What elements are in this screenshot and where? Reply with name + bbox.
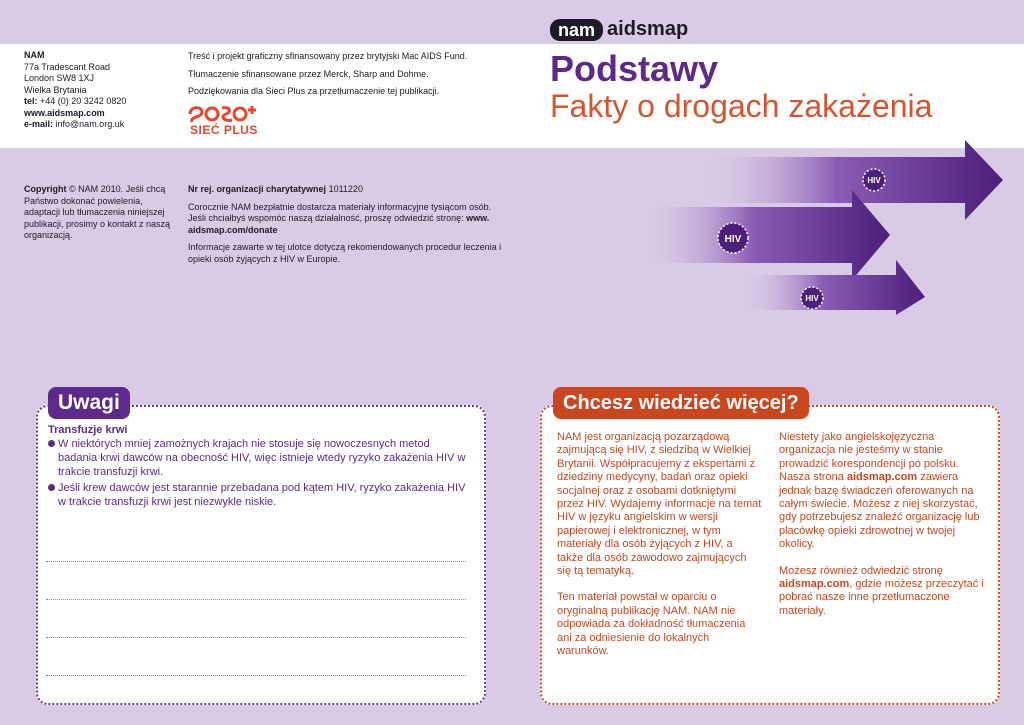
notes-item bbox=[48, 481, 468, 509]
bullet-icon bbox=[48, 440, 55, 447]
more-info-text: zawiera jednak bazę świadczeń oferowanych na całym świecie. Możesz z niej skorzystać, gdy potrzebujesz znaleźć organizację lub placówkę opieki zdrowotnej w twojej okolicy. bbox=[779, 471, 980, 551]
more-info-left-column bbox=[557, 431, 762, 672]
copyright bbox=[24, 184, 174, 242]
credits-line: Treść i projekt graficzny sfinansowany przez brytyjski Mac AIDS Fund. bbox=[188, 51, 468, 61]
credits-line: Podziękowania dla Sieci Plus za przetłumaczenie tej publikacji. bbox=[188, 86, 440, 96]
more-info-paragraph: NAM jest organizacją pozarządową zajmującą się HIV, z siedzibą w Wielkiej Brytanii. Współpracujemy z ekspertami z dziedziny medycyny, badań oraz opieki socjalnej oraz z osobami dotkniętymi przez HIV. Wydajemy informacje na temat HIV w języku angielskim w wersji papierowej i elektronicznej, w tym materiały dla osób żyjących z HIV, a także dla osób zawodowo zajmujących się tą tematyką. bbox=[557, 431, 762, 578]
notes-heading: Transfuzje krwi bbox=[48, 424, 128, 436]
copyright-year: © NAM 2010. bbox=[69, 184, 124, 194]
notes-item-text: W niektórych mniej zamożnych krajach nie stosuje się nowoczesnych metod badania krwi dawców na obecność HIV, więc istnieje wtedy ryzyko zakażenia HIV w trakcie transfuzji krwi. bbox=[58, 438, 466, 478]
notes-line bbox=[46, 637, 466, 638]
charity-label: Nr rej. organizacji charytatywnej bbox=[188, 184, 327, 194]
credits-line: Tłumaczenie sfinansowane przez Merck, Sharp and Dohme. bbox=[188, 68, 429, 79]
more-info-tab: Chcesz wiedzieć więcej? bbox=[553, 387, 809, 419]
more-info-right-column bbox=[779, 431, 984, 631]
logo-aidsmap: aidsmap bbox=[607, 18, 689, 40]
notes-tab: Uwagi bbox=[48, 387, 130, 419]
aidsmap-link[interactable]: aidsmap.com bbox=[846, 471, 918, 484]
charity-number: 1011220 bbox=[328, 184, 363, 194]
siec-plus-logo-text: SIEĆ PLUS bbox=[190, 123, 258, 137]
nam-name: NAM bbox=[24, 50, 45, 60]
hiv-arrows-illustration bbox=[640, 135, 1020, 315]
donate-link[interactable]: www. aidsmap.com/donate bbox=[188, 213, 490, 235]
bullet-icon bbox=[48, 484, 55, 491]
more-info-text: Niestety jako angielskojęzyczna organizacja nie jesteśmy w stanie prowadzić korespondencji po polsku. Nasza strona bbox=[779, 431, 959, 484]
notes-line bbox=[46, 599, 466, 600]
credits bbox=[188, 51, 518, 104]
hiv-virus-icon bbox=[863, 169, 885, 191]
copyright-text: Jeśli chcą Państwo dokonać powielenia, adaptacji lub tłumaczenia niniejszej publikacji, prosimy o kontakt z naszą organizacją. bbox=[24, 184, 171, 240]
email-label: e-mail: bbox=[24, 119, 54, 129]
notes-list bbox=[48, 437, 468, 511]
email-link[interactable]: info@nam.org.uk bbox=[55, 119, 125, 129]
arrow-bottom bbox=[740, 260, 925, 315]
page-subtitle: Fakty o drogach zakażenia bbox=[550, 88, 933, 124]
tel-value: +44 (0) 20 3242 0820 bbox=[40, 96, 127, 106]
logo-nam: nam bbox=[550, 19, 603, 41]
hiv-virus-icon bbox=[718, 223, 748, 253]
hiv-virus-icon bbox=[801, 287, 823, 309]
notes-item-text: Jeśli krew dawców jest starannie przebadana pod kątem HIV, ryzyko zakażenia HIV w trakcie transfuzji krwi jest niezwykle niskie. bbox=[58, 482, 466, 508]
address-line: London SW8 1XJ bbox=[24, 73, 95, 83]
address-line: 77a Tradescant Road bbox=[24, 61, 111, 72]
notes-line bbox=[46, 561, 466, 562]
hiv-label: HIV bbox=[724, 234, 742, 245]
notes-item bbox=[48, 437, 468, 479]
charity-info bbox=[188, 184, 508, 271]
copyright-label: Copyright bbox=[24, 184, 67, 194]
more-info-text: , gdzie możesz przeczytać i pobrać nasze inne przetłumaczone materiały. bbox=[779, 578, 984, 617]
hiv-label: HIV bbox=[867, 176, 881, 185]
website-link[interactable]: www.aidsmap.com bbox=[24, 107, 105, 118]
aidsmap-link[interactable]: aidsmap.com bbox=[779, 578, 850, 591]
page-title: Podstawy bbox=[550, 48, 719, 89]
more-info-text: Możesz również odwiedzić stronę bbox=[779, 564, 943, 577]
arrow-middle bbox=[640, 190, 890, 280]
nam-aidsmap-logo bbox=[550, 18, 688, 41]
notes-line bbox=[46, 675, 466, 676]
donate-text: Corocznie NAM bezpłatnie dostarcza materiały informacyjne tysiącom osób. Jeśli chciałbyś wspomóc naszą działalność, proszę odwiedzić stronę: bbox=[188, 201, 492, 223]
tel-label: tel: bbox=[24, 96, 38, 106]
europe-info: Informacje zawarte w tej ulotce dotyczą rekomendowanych procedur leczenia i opieki osób żyjących z HIV w Europie. bbox=[188, 242, 502, 264]
nam-address bbox=[24, 50, 174, 131]
more-info-paragraph: Ten materiał powstał w oparciu o oryginalną publikację NAM. NAM nie odpowiada za dokładność tłumaczenia ani za odniesienie do lokalnych warunków. bbox=[557, 591, 746, 658]
hiv-label: HIV bbox=[805, 294, 819, 303]
address-line: Wielka Brytania bbox=[24, 84, 87, 95]
